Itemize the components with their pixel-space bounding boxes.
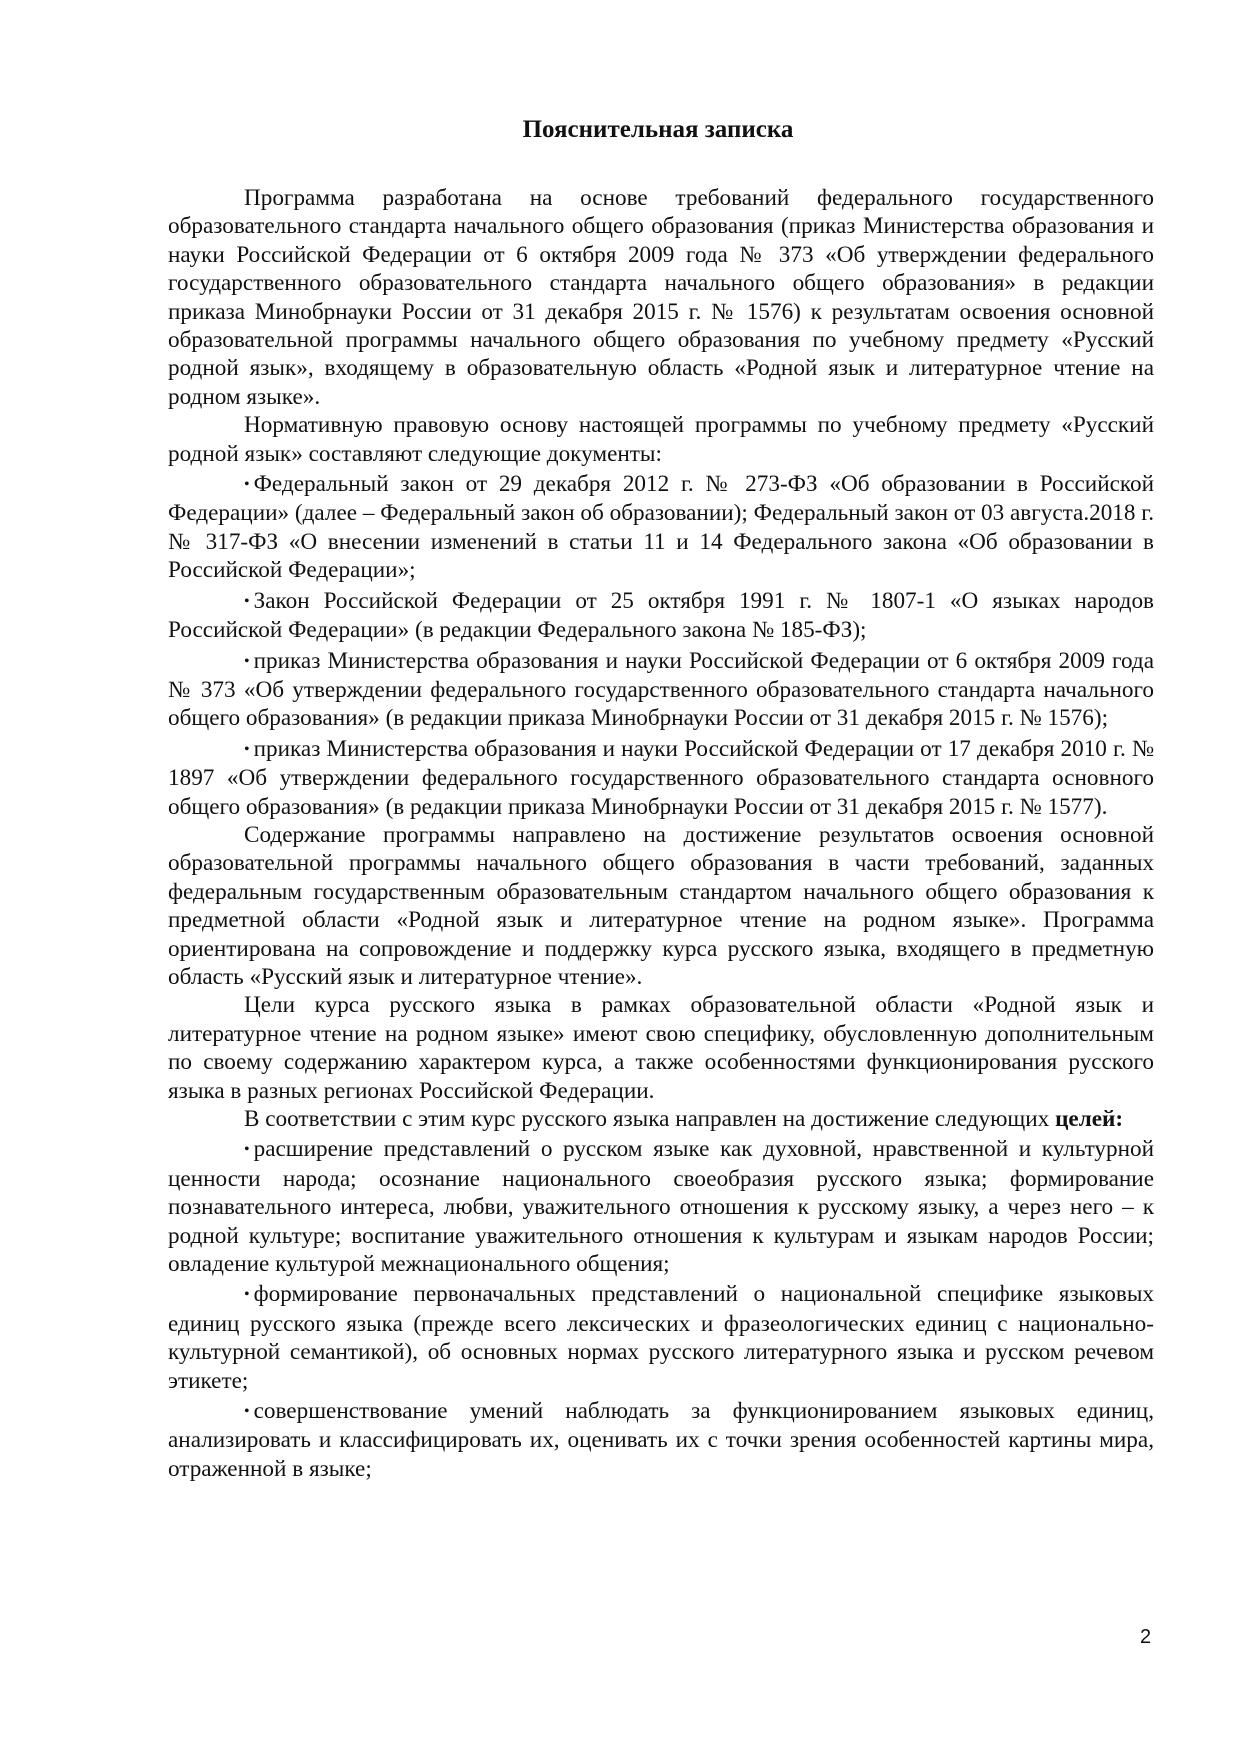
list-item-text: Федеральный закон от 29 декабря 2012 г. № 273-ФЗ «Об образовании в Российской Федерации» (далее – Федеральный закон об образовании); Федеральный закон от 03 августа.2018 г. № 317-ФЗ «О внесении изменений в статьи 11 и 14 Федерального закона «Об образовании в Российской Федерации»; (168, 471, 1154, 584)
paragraph-content: Содержание программы направлено на достижение результатов освоения основной образовательной программы начального общего образования в части требований, заданных федеральным государственным образовательным стандартом начального общего образования к предметной области «Родной язык и литературное чтение на родном языке». Программа ориентирована на сопровождение и поддержку курса русского языка, входящего в предметную область «Русский язык и литературное чтение». (168, 821, 1154, 990)
list-item-text: совершенствование умений наблюдать за функционированием языковых единиц, анализировать и классифицировать их, оценивать их с точки зрения особенностей картины мира, отраженной в языке; (168, 1398, 1154, 1482)
paragraph-goals-specifics: Цели курса русского языка в рамках образовательной области «Родной язык и литературное чтение на родном языке» имеют свою специфику, обусловленную дополнительным по своему содержанию характером курса, а также особенностями функционирования русского языка в разных регионах Российской Федерации. (168, 992, 1154, 1104)
page-title: Пояснительная записка (522, 116, 794, 143)
bullet-icon: • (244, 740, 250, 758)
list-item-order-1897 (168, 735, 1154, 821)
list-item-text: формирование первоначальных представлений о национальной специфике языковых единиц русского языка (прежде всего лексических и фразеологических единиц с национально-культурной семантикой), об основных нормах русского литературного языка и русском речевом этикете; (168, 1281, 1154, 1394)
list-item-language-law (168, 587, 1154, 645)
goals-intro-text: В соответствии с этим курс русского языка направлен на достижение следующих (244, 1106, 1056, 1132)
list-item-goal-specifics (168, 1280, 1154, 1395)
paragraph-normative-basis: Нормативную правовую основу настоящей программы по учебному предмету «Русский родной язык» составляют следующие документы: (168, 412, 1154, 467)
document-body (168, 184, 1154, 1483)
page-number: 2 (1140, 1626, 1152, 1648)
paragraph-intro: Программа разработана на основе требований федерального государственного образовательного стандарта начального общего образования (приказ Министерства образования и науки Российской Федерации от 6 октября 2009 года № 373 «Об утверждении федерального государственного образовательного стандарта начального общего образования» в редакции приказа Минобрнауки России от 31 декабря 2015 г. № 1576) к результатам освоения основной образовательной программы начального общего образования по учебному предмету «Русский родной язык», входящему в образовательную область «Родной язык и литературное чтение на родном языке». (168, 185, 1154, 410)
bullet-icon: • (244, 476, 250, 494)
paragraph-goals-intro (168, 1105, 1154, 1133)
bullet-icon: • (244, 1286, 250, 1304)
list-item-goal-values (168, 1135, 1154, 1278)
bullet-icon: • (244, 1403, 250, 1421)
bullet-icon: • (244, 652, 250, 670)
list-item-goal-skills (168, 1397, 1154, 1483)
list-item-text: приказ Министерства образования и науки Российской Федерации от 17 декабря 2010 г. № 1897 «Об утверждении федерального государственного образовательного стандарта основного общего образования» (в редакции приказа Минобрнауки России от 31 декабря 2015 г. № 1577). (168, 735, 1154, 820)
list-item-order-373 (168, 647, 1154, 733)
list-item-text: расширение представлений о русском языке как духовной, нравственной и культурной ценности народа; осознание национального своеобразия русского языка; формирование познавательного интереса, любви, уважительного отношения к русскому языку, а через него – к родной культуре; воспитание уважительного отношения к культурам и языкам народов России; овладение культурой межнационального общения; (168, 1136, 1154, 1278)
goals-bold-label: целей: (1055, 1106, 1124, 1132)
list-item-text: Закон Российской Федерации от 25 октября 1991 г. № 1807-1 «О языках народов Российской Федерации» (в редакции Федерального закона № 185-ФЗ); (168, 587, 1154, 644)
bullet-icon: • (244, 1141, 250, 1159)
list-item-text: приказ Министерства образования и науки Российской Федерации от 6 октября 2009 года № 373 «Об утверждении федерального государственного образовательного стандарта начального общего образования» (в редакции приказа Минобрнауки России от 31 декабря 2015 г. № 1576); (168, 647, 1154, 732)
bullet-icon: • (244, 592, 250, 610)
list-item-federal-law (168, 470, 1154, 585)
